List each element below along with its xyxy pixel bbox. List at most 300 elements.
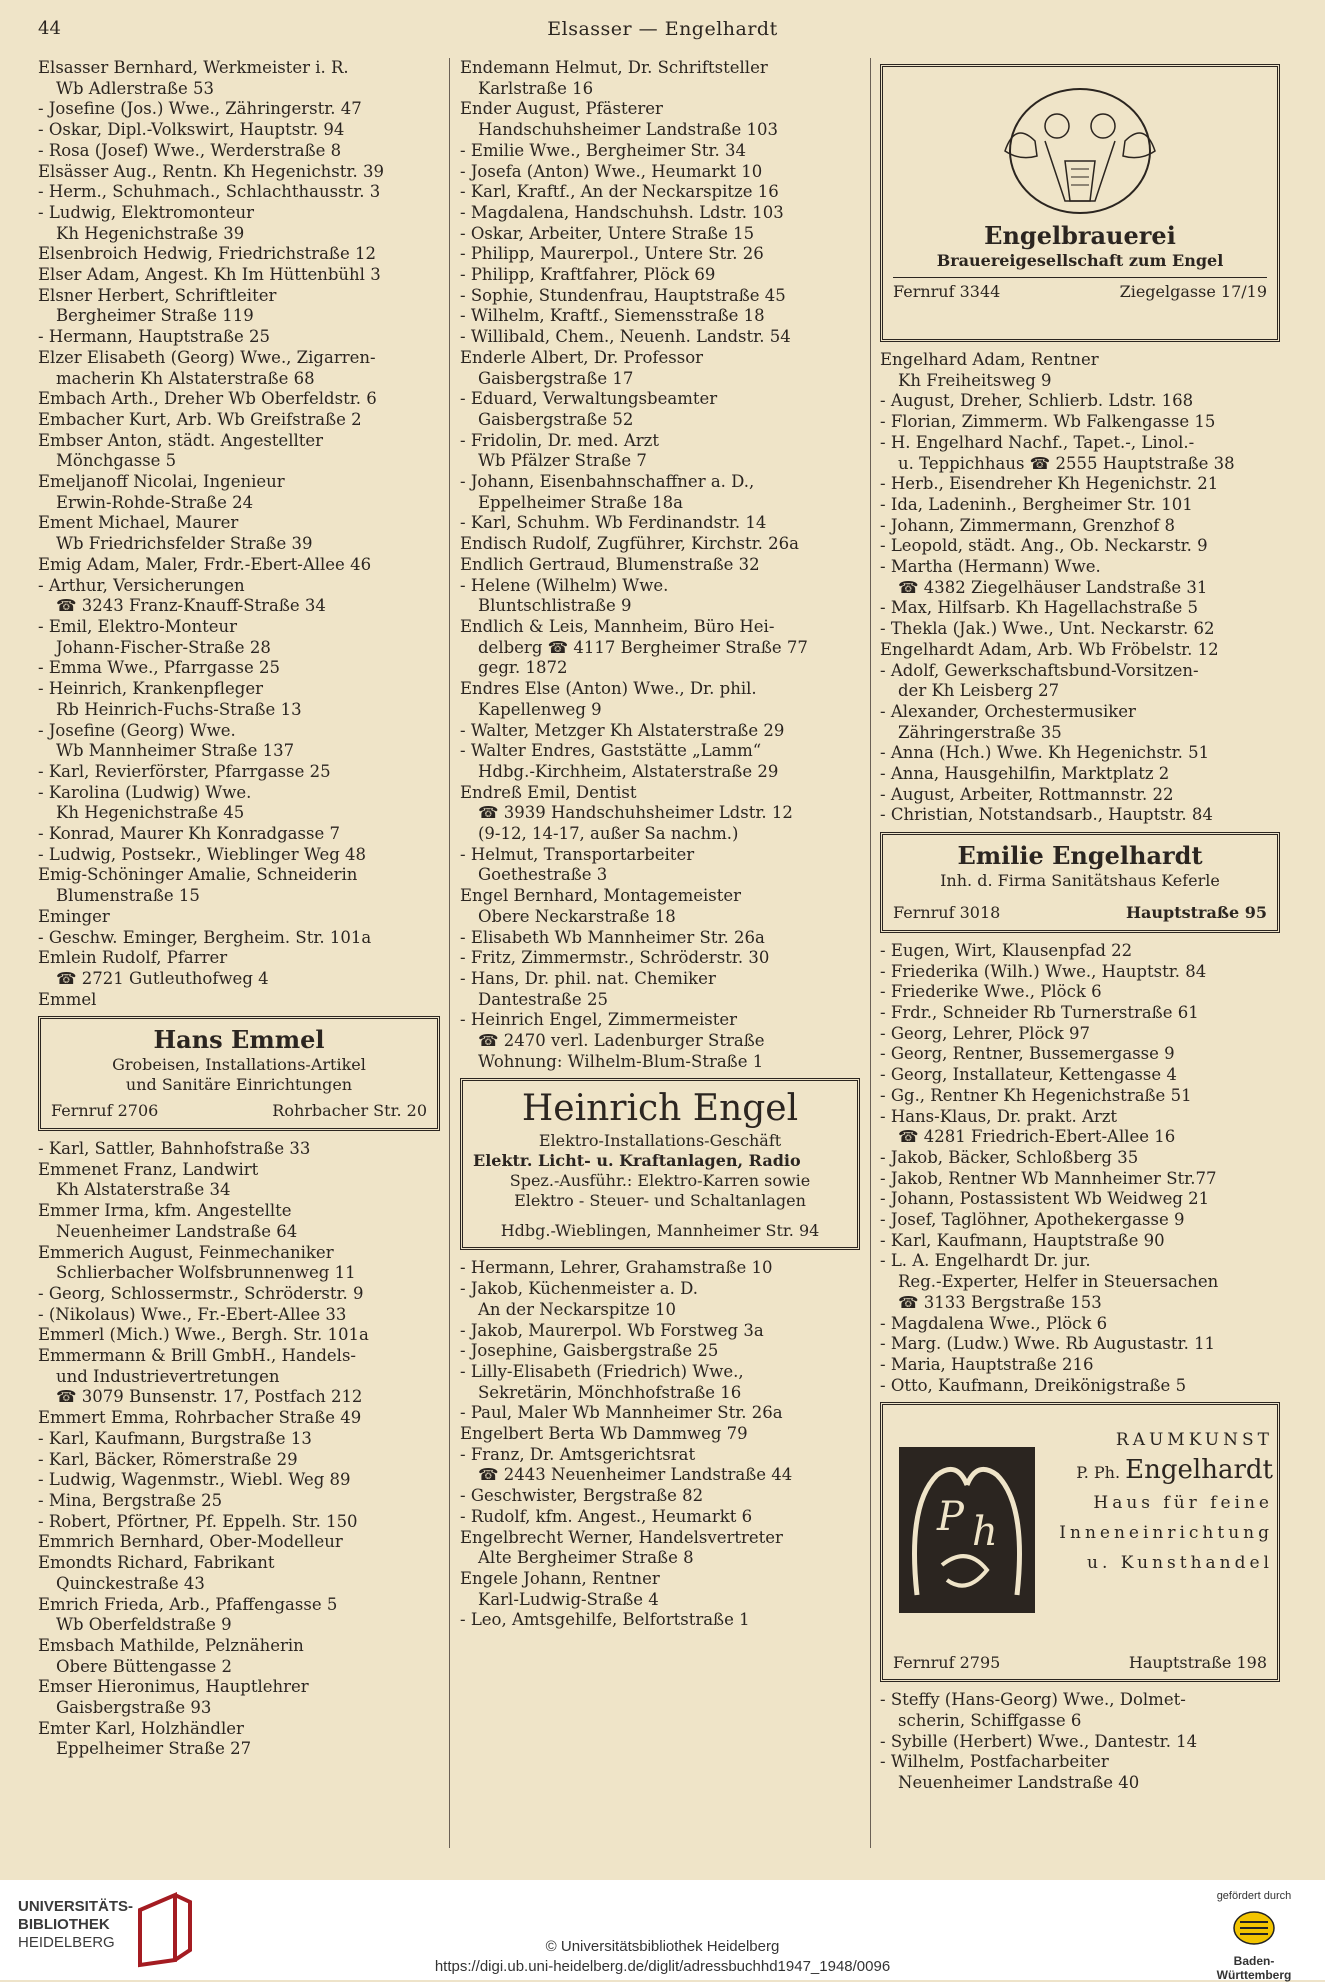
- entry-line: Sekretärin, Mönchhofstraße 16: [478, 1382, 742, 1402]
- entry-line: Bergheimer Straße 119: [56, 306, 254, 326]
- ad-name: Hans Emmel: [153, 1025, 325, 1055]
- directory-entry: [38, 1160, 440, 1201]
- entry-line: Emig-Schöninger Amalie, Schneiderin: [38, 865, 358, 885]
- column-3: [880, 58, 1280, 1794]
- directory-entry: [880, 1044, 1280, 1065]
- directory-entry: [460, 886, 860, 927]
- entry-line: Hdbg.-Kirchheim, Alstaterstraße 29: [478, 761, 779, 781]
- entry-line: - Magdalena Wwe., Plöck 6: [880, 1313, 1108, 1333]
- entry-line: - Magdalena, Handschuhsh. Ldstr. 103: [460, 202, 784, 222]
- entry-line: Kh Hegenichstraße 45: [56, 803, 245, 823]
- ad-line: Grobeisen, Installations-Artikel: [112, 1055, 366, 1075]
- entry-line: Zähringerstraße 35: [898, 722, 1062, 742]
- entry-line: - Lilly-Elisabeth (Friedrich) Wwe.,: [460, 1361, 744, 1381]
- directory-entry: [460, 948, 860, 969]
- entry-line: Wohnung: Wilhelm-Blum-Straße 1: [478, 1051, 764, 1071]
- entry-line: - Josef, Taglöhner, Apothekergasse 9: [880, 1210, 1185, 1230]
- entry-line: Reg.-Experter, Helfer in Steuersachen: [898, 1272, 1219, 1292]
- directory-entry: [460, 141, 860, 162]
- entry-line: ☎ 3133 Bergstraße 153: [898, 1292, 1102, 1312]
- entry-line: - August, Dreher, Schlierb. Ldstr. 168: [880, 391, 1194, 411]
- directory-entry: [38, 141, 440, 162]
- entry-line: Wb Mannheimer Straße 137: [56, 741, 295, 761]
- entry-line: Emmermann & Brill GmbH., Handels-: [38, 1346, 357, 1366]
- ad-line: Brauereigesellschaft zum Engel: [936, 251, 1224, 270]
- entry-line: - Sophie, Stundenfrau, Hauptstraße 45: [460, 285, 786, 305]
- entry-line: - Steffy (Hans-Georg) Wwe., Dolmet-: [880, 1690, 1186, 1710]
- directory-entry: [460, 1403, 860, 1424]
- entry-line: - Karl, Kaufmann, Hauptstraße 90: [880, 1230, 1165, 1250]
- ad-hans-emmel: [38, 1016, 440, 1131]
- footer-bar: [0, 1880, 1325, 1980]
- directory-entry: [880, 1376, 1280, 1397]
- directory-entry: [880, 412, 1280, 433]
- ad-address: Hauptstraße 95: [1125, 903, 1267, 923]
- directory-entry: [460, 741, 860, 782]
- svg-text:h: h: [972, 1509, 998, 1556]
- entry-line: Emondts Richard, Fabrikant: [38, 1553, 275, 1573]
- entry-line: - Josefa (Anton) Wwe., Heumarkt 10: [460, 161, 763, 181]
- directory-entry: [460, 1528, 860, 1569]
- entry-line: Kh Freiheitsweg 9: [898, 370, 1052, 390]
- entry-line: Elzer Elisabeth (Georg) Wwe., Zigarren-: [38, 347, 376, 367]
- entry-line: - Jakob, Maurerpol. Wb Forstweg 3a: [460, 1320, 764, 1340]
- directory-entry: [460, 969, 860, 1010]
- directory-entry: [38, 58, 440, 99]
- directory-entry: [460, 534, 860, 555]
- entry-line: - Wilhelm, Kraftf., Siemensstraße 18: [460, 306, 765, 326]
- directory-entry: [460, 1486, 860, 1507]
- column-2: [460, 58, 860, 1631]
- directory-entry: [38, 762, 440, 783]
- entry-line: - Georg, Rentner, Bussemergasse 9: [880, 1044, 1175, 1064]
- entry-line: Emmer Irma, kfm. Angestellte: [38, 1201, 292, 1221]
- ad-line: Elektro - Steuer- und Schaltanlagen: [514, 1191, 806, 1211]
- directory-entry: [460, 203, 860, 224]
- directory-entry: [38, 555, 440, 576]
- entry-line: - Ida, Ladeninh., Bergheimer Str. 101: [880, 494, 1193, 514]
- funded-label: gefördert durch: [1216, 1890, 1292, 1902]
- entry-line: und Industrievertretungen: [56, 1366, 280, 1386]
- entry-line: Engel Bernhard, Montagemeister: [460, 886, 742, 906]
- directory-entry: [460, 348, 860, 389]
- ad-name: Heinrich Engel: [521, 1088, 799, 1130]
- ad-address: Rohrbacher Str. 20: [272, 1101, 427, 1121]
- entry-line: - Wilhelm, Postfacharbeiter: [880, 1752, 1109, 1772]
- funder: [1199, 1890, 1309, 1982]
- entry-line: - August, Arbeiter, Rottmannstr. 22: [880, 784, 1174, 804]
- entry-line: ☎ 3939 Handschuhsheimer Ldstr. 12: [478, 803, 793, 823]
- directory-entry: [38, 721, 440, 762]
- entry-line: - Ludwig, Wagenmstr., Wiebl. Weg 89: [38, 1470, 351, 1490]
- directory-entry: [880, 1752, 1280, 1793]
- entry-line: Emmrich Bernhard, Ober-Modelleur: [38, 1532, 343, 1552]
- entry-line: Wb Adlerstraße 53: [56, 78, 215, 98]
- directory-entry: [880, 805, 1280, 826]
- entry-line: - Herb., Eisendreher Kh Hegenichstr. 21: [880, 474, 1219, 494]
- entry-line: Engelbrecht Werner, Handelsvertreter: [460, 1527, 783, 1547]
- entry-line: Emter Karl, Holzhändler: [38, 1718, 244, 1738]
- directory-entry: [460, 1341, 860, 1362]
- entry-line: - Franz, Dr. Amtsgerichtsrat: [460, 1444, 696, 1464]
- directory-entry: [460, 513, 860, 534]
- ad-phone: Fernruf 3018: [893, 903, 1001, 923]
- directory-entry: [38, 472, 440, 513]
- entry-line: ☎ 2470 verl. Ladenburger Straße: [478, 1031, 765, 1051]
- entry-line: ☎ 3243 Franz-Knauff-Straße 34: [56, 596, 326, 616]
- directory-entry: [460, 783, 860, 845]
- entry-line: Karl-Ludwig-Straße 4: [478, 1589, 659, 1609]
- directory-entry: [38, 928, 440, 949]
- entry-line: - Elisabeth Wb Mannheimer Str. 26a: [460, 927, 765, 947]
- entry-line: Engelhardt Adam, Arb. Wb Fröbelstr. 12: [880, 639, 1219, 659]
- entry-line: Dantestraße 25: [478, 989, 608, 1009]
- directory-entry: [880, 433, 1280, 474]
- entry-line: - Florian, Zimmerm. Wb Falkengasse 15: [880, 412, 1216, 432]
- directory-entry: [460, 576, 860, 617]
- directory-entry: [880, 1210, 1280, 1231]
- directory-entry: [460, 555, 860, 576]
- entry-line: - Marg. (Ludw.) Wwe. Rb Augustastr. 11: [880, 1334, 1216, 1354]
- ad-name: Engelbrauerei: [984, 221, 1176, 250]
- entry-line: - Hermann, Lehrer, Grahamstraße 10: [460, 1258, 773, 1278]
- directory-entry: [38, 348, 440, 389]
- directory-entry: [38, 1491, 440, 1512]
- directory-entry: [880, 962, 1280, 983]
- entry-line: - Rudolf, kfm. Angest., Heumarkt 6: [460, 1506, 753, 1526]
- entry-line: - Walter Endres, Gaststätte „Lamm“: [460, 741, 762, 761]
- entry-line: - Johann, Eisenbahnschaffner a. D.,: [460, 472, 755, 492]
- entry-line: - Anna, Hausgehilfin, Marktplatz 2: [880, 764, 1170, 784]
- entry-line: Endlich Gertraud, Blumenstraße 32: [460, 554, 760, 574]
- entry-line: - Hans-Klaus, Dr. prakt. Arzt: [880, 1106, 1118, 1126]
- entry-line: delberg ☎ 4117 Bergheimer Straße 77: [478, 637, 808, 657]
- directory-entry: [38, 845, 440, 866]
- entry-line: - Herm., Schuhmach., Schlachthausstr. 3: [38, 182, 381, 202]
- directory-entry: [460, 99, 860, 140]
- directory-entry: [38, 1284, 440, 1305]
- entry-line: Emmerl (Mich.) Wwe., Bergh. Str. 101a: [38, 1325, 369, 1345]
- directory-entry: [460, 1362, 860, 1403]
- directory-entry: [880, 1065, 1280, 1086]
- entry-line: - Geschw. Eminger, Bergheim. Str. 101a: [38, 927, 372, 947]
- entry-line: Karlstraße 16: [478, 78, 594, 98]
- ad-engelbrauerei: [880, 64, 1280, 342]
- directory-entry: [38, 1470, 440, 1491]
- directory-entry: [38, 1305, 440, 1326]
- directory-entry: [460, 1010, 860, 1072]
- entry-line: - Alexander, Orchestermusiker: [880, 701, 1136, 721]
- directory-entry: [460, 1321, 860, 1342]
- directory-entry: [38, 1532, 440, 1553]
- entry-line: Elsenbroich Hedwig, Friedrichstraße 12: [38, 244, 376, 264]
- directory-entry: [38, 410, 440, 431]
- directory-entry: [38, 1636, 440, 1677]
- svg-text:P: P: [937, 1494, 964, 1541]
- entry-line: Endlich & Leis, Mannheim, Büro Hei-: [460, 616, 775, 636]
- entry-line: - Georg, Installateur, Kettengasse 4: [880, 1065, 1177, 1085]
- entry-line: ☎ 3079 Bunsenstr. 17, Postfach 212: [56, 1387, 363, 1407]
- entry-line: - Johann, Postassistent Wb Weidweg 21: [880, 1189, 1210, 1209]
- entry-line: - Robert, Pförtner, Pf. Eppelh. Str. 150: [38, 1511, 358, 1531]
- entry-line: - Oskar, Arbeiter, Untere Straße 15: [460, 223, 755, 243]
- entry-line: - Max, Hilfsarb. Kh Hagellachstraße 5: [880, 598, 1199, 618]
- column-divider: [449, 58, 450, 1848]
- directory-entry: [38, 327, 440, 348]
- entry-line: - Geschwister, Bergstraße 82: [460, 1486, 704, 1506]
- entry-line: - Konrad, Maurer Kh Konradgasse 7: [38, 824, 340, 844]
- directory-entry: [880, 1003, 1280, 1024]
- ad-phone: Fernruf 3344: [893, 282, 1001, 301]
- entry-line: - Ludwig, Postsekr., Wieblinger Weg 48: [38, 844, 367, 864]
- entry-line: Elsasser Bernhard, Werkmeister i. R.: [38, 58, 349, 77]
- entry-line: - Hermann, Hauptstraße 25: [38, 327, 270, 347]
- entry-line: Endreß Emil, Dentist: [460, 782, 637, 802]
- directory-entry: [38, 658, 440, 679]
- directory-entry: [38, 120, 440, 141]
- directory-entry: [880, 764, 1280, 785]
- directory-entry: [38, 1139, 440, 1160]
- directory-entry: [460, 389, 860, 430]
- entry-line: Emlein Rudolf, Pfarrer: [38, 948, 228, 968]
- entry-line: - Gg., Rentner Kh Hegenichstraße 51: [880, 1085, 1192, 1105]
- library-city: HEIDELBERG: [18, 1934, 115, 1951]
- entry-line: - Martha (Hermann) Wwe.: [880, 557, 1101, 577]
- entry-line: Endres Else (Anton) Wwe., Dr. phil.: [460, 679, 757, 699]
- directory-entry: [880, 1189, 1280, 1210]
- directory-entry: [460, 327, 860, 348]
- entry-line: Kh Hegenichstraße 39: [56, 223, 245, 243]
- directory-entry: [460, 679, 860, 720]
- directory-entry: [460, 617, 860, 679]
- directory-entry: [880, 702, 1280, 743]
- entry-line: - Leo, Amtsgehilfe, Belfortstraße 1: [460, 1610, 750, 1630]
- entry-line: u. Teppichhaus ☎ 2555 Hauptstraße 38: [898, 453, 1235, 473]
- directory-entry: [38, 1346, 440, 1408]
- library-name: UNIVERSITÄTS-: [18, 1898, 134, 1915]
- entry-line: - (Nikolaus) Wwe., Fr.-Ebert-Allee 33: [38, 1304, 347, 1324]
- directory-entry: [880, 661, 1280, 702]
- ad-heinrich-engel: [460, 1078, 860, 1250]
- entry-line: scherin, Schiffgasse 6: [898, 1711, 1082, 1731]
- entry-line: - Georg, Lehrer, Plöck 97: [880, 1023, 1090, 1043]
- entry-line: - Philipp, Maurerpol., Untere Str. 26: [460, 244, 764, 264]
- funder-name: Baden-Württemberg: [1216, 1954, 1292, 1982]
- entry-line: - Josefine (Jos.) Wwe., Zähringerstr. 47: [38, 99, 362, 119]
- entry-line: - Josefine (Georg) Wwe.: [38, 720, 236, 740]
- entry-line: - Eduard, Verwaltungsbeamter: [460, 389, 718, 409]
- entry-line: ☎ 2721 Gutleuthofweg 4: [56, 968, 269, 988]
- entry-line: Erwin-Rohde-Straße 24: [56, 492, 254, 512]
- directory-entry: [38, 948, 440, 989]
- directory-entry: [460, 928, 860, 949]
- ad-line: RAUMKUNST: [1115, 1430, 1273, 1451]
- ad-line: Inh. d. Firma Sanitätshaus Keferle: [940, 871, 1220, 891]
- directory-entry: [38, 824, 440, 845]
- directory-entry: [460, 265, 860, 286]
- directory-entry: [880, 391, 1280, 412]
- entry-line: Rb Heinrich-Fuchs-Straße 13: [56, 699, 302, 719]
- entry-line: - Josephine, Gaisbergstraße 25: [460, 1341, 719, 1361]
- entry-line: ☎ 4382 Ziegelhäuser Landstraße 31: [898, 577, 1208, 597]
- entry-line: - Friederika (Wilh.) Wwe., Hauptstr. 84: [880, 961, 1207, 981]
- directory-entry: [460, 182, 860, 203]
- ad-address: Hauptstraße 198: [1128, 1652, 1267, 1672]
- entry-line: Eppelheimer Straße 27: [56, 1739, 252, 1759]
- ad-name: Emilie Engelhardt: [957, 841, 1203, 871]
- directory-entry: [880, 1314, 1280, 1335]
- ad-emilie-engelhardt: [880, 832, 1280, 933]
- entry-line: Emmerich August, Feinmechaniker: [38, 1242, 334, 1262]
- entry-line: - Karl, Kraftf., An der Neckarspitze 16: [460, 182, 779, 202]
- directory-entry: [460, 244, 860, 265]
- entry-line: - Karl, Sattler, Bahnhofstraße 33: [38, 1139, 311, 1159]
- ad-line: u. Kunsthandel: [1087, 1553, 1273, 1574]
- directory-entry: [460, 1507, 860, 1528]
- ad-phone: Fernruf 2706: [51, 1101, 159, 1121]
- entry-line: ☎ 2443 Neuenheimer Landstraße 44: [478, 1465, 793, 1485]
- entry-line: - Emma Wwe., Pfarrgasse 25: [38, 658, 280, 678]
- entry-line: - Rosa (Josef) Wwe., Werderstraße 8: [38, 140, 342, 160]
- directory-entry: [38, 1325, 440, 1346]
- entry-line: der Kh Leisberg 27: [898, 681, 1060, 701]
- entry-line: - Emilie Wwe., Bergheimer Str. 34: [460, 140, 746, 160]
- directory-entry: [38, 513, 440, 554]
- directory-entry: [38, 265, 440, 286]
- entry-line: Eppelheimer Straße 18a: [478, 492, 683, 512]
- directory-entry: [880, 598, 1280, 619]
- directory-entry: [880, 495, 1280, 516]
- entry-line: Elser Adam, Angest. Kh Im Hüttenbühl 3: [38, 265, 381, 285]
- entry-line: Wb Oberfeldstraße 9: [56, 1615, 232, 1635]
- running-title: Elsasser — Engelhardt: [547, 18, 778, 40]
- entry-line: - Jakob, Küchenmeister a. D.: [460, 1279, 699, 1299]
- directory-entry: [880, 982, 1280, 1003]
- directory-entry: [880, 1231, 1280, 1252]
- angels-emblem-icon: [975, 81, 1185, 221]
- entry-line: Engelhard Adam, Rentner: [880, 350, 1099, 369]
- library-name: BIBLIOTHEK: [18, 1916, 110, 1933]
- entry-line: Gaisbergstraße 93: [56, 1698, 212, 1718]
- directory-entry: [38, 203, 440, 244]
- directory-entry: [38, 1677, 440, 1718]
- entry-line: Wb Friedrichsfelder Straße 39: [56, 534, 313, 554]
- entry-line: - Heinrich, Krankenpfleger: [38, 679, 264, 699]
- entry-line: Elsässer Aug., Rentn. Kh Hegenichstr. 39: [38, 161, 384, 181]
- directory-entry: [880, 1334, 1280, 1355]
- ad-line: Inneneinrichtung: [1059, 1523, 1273, 1544]
- directory-entry: [38, 99, 440, 120]
- directory-entry: [38, 389, 440, 410]
- directory-entry: [460, 1258, 860, 1279]
- directory-entry: [38, 1512, 440, 1533]
- entry-line: Embach Arth., Dreher Wb Oberfeldstr. 6: [38, 389, 377, 409]
- permalink[interactable]: https://digi.ub.uni-heidelberg.de/diglit/adressbuchhd1947_1948/0096: [434, 1958, 891, 1975]
- ad-address: Ziegelgasse 17/19: [1119, 282, 1267, 301]
- entry-line: Mönchgasse 5: [56, 451, 177, 471]
- copyright: © Universitätsbibliothek Heidelberg: [545, 1938, 780, 1955]
- ad-line: P. Ph.: [1076, 1463, 1121, 1483]
- entry-line: - H. Engelhard Nachf., Tapet.-, Linol.-: [880, 432, 1195, 452]
- entry-line: - Jakob, Bäcker, Schloßberg 35: [880, 1147, 1139, 1167]
- directory-entry: [880, 1251, 1280, 1313]
- entry-line: Embser Anton, städt. Angestellter: [38, 430, 324, 450]
- directory-entry: [38, 1719, 440, 1760]
- entry-line: - Johann, Zimmermann, Grenzhof 8: [880, 515, 1176, 535]
- entry-line: - Karl, Revierförster, Pfarrgasse 25: [38, 761, 331, 781]
- directory-entry: [880, 743, 1280, 764]
- entry-line: Schlierbacher Wolfsbrunnenweg 11: [56, 1263, 356, 1283]
- column-1: [38, 58, 440, 1760]
- entry-line: Handschuhsheimer Landstraße 103: [478, 120, 779, 140]
- entry-line: Emmert Emma, Rohrbacher Straße 49: [38, 1408, 362, 1428]
- entry-line: - Leopold, städt. Ang., Ob. Neckarstr. 9: [880, 536, 1208, 556]
- entry-line: - Georg, Schlossermstr., Schröderstr. 9: [38, 1283, 364, 1303]
- monogram-logo-icon: [897, 1445, 1037, 1615]
- entry-line: - Heinrich Engel, Zimmermeister: [460, 1010, 738, 1030]
- directory-entry: [38, 1553, 440, 1594]
- directory-entry: [880, 785, 1280, 806]
- entry-line: - Hans, Dr. phil. nat. Chemiker: [460, 968, 716, 988]
- ad-address: Hdbg.-Wieblingen, Mannheimer Str. 94: [500, 1221, 820, 1241]
- entry-line: Goethestraße 3: [478, 865, 608, 885]
- directory-entry: [38, 576, 440, 617]
- entry-line: Engelbert Berta Wb Dammweg 79: [460, 1424, 748, 1444]
- directory-entry: [880, 1690, 1280, 1731]
- directory-entry: [880, 1148, 1280, 1169]
- entry-line: - Adolf, Gewerkschaftsbund-Vorsitzen-: [880, 660, 1199, 680]
- entry-line: - Paul, Maler Wb Mannheimer Str. 26a: [460, 1403, 783, 1423]
- ad-name: Engelhardt: [1125, 1455, 1273, 1486]
- entry-line: Elsner Herbert, Schriftleiter: [38, 285, 277, 305]
- directory-entry: [38, 990, 440, 1011]
- directory-entry: [38, 431, 440, 472]
- directory-entry: [460, 431, 860, 472]
- entry-line: Emser Hieronimus, Hauptlehrer: [38, 1677, 309, 1697]
- directory-entry: [38, 865, 440, 906]
- entry-line: Emmel: [38, 989, 97, 1009]
- directory-entry: [460, 1569, 860, 1610]
- entry-line: Endemann Helmut, Dr. Schriftsteller: [460, 58, 768, 77]
- directory-entry: [460, 472, 860, 513]
- entry-line: - Jakob, Rentner Wb Mannheimer Str.77: [880, 1168, 1217, 1188]
- entry-line: Kapellenweg 9: [478, 699, 602, 719]
- directory-entry: [460, 1424, 860, 1445]
- entry-line: gegr. 1872: [478, 658, 568, 678]
- directory-entry: [38, 783, 440, 824]
- entry-line: Emmenet Franz, Landwirt: [38, 1159, 259, 1179]
- directory-entry: [460, 1445, 860, 1486]
- directory-entry: [38, 1429, 440, 1450]
- entry-line: - Thekla (Jak.) Wwe., Unt. Neckarstr. 62: [880, 619, 1215, 639]
- state-crest-icon: [1232, 1906, 1276, 1950]
- entry-line: Ender August, Pfästerer: [460, 99, 663, 119]
- directory-entry: [38, 286, 440, 327]
- entry-line: - Philipp, Kraftfahrer, Plöck 69: [460, 265, 716, 285]
- entry-line: - Walter, Metzger Kh Alstaterstraße 29: [460, 720, 785, 740]
- entry-line: Johann-Fischer-Straße 28: [56, 637, 271, 657]
- directory-entry: [880, 1355, 1280, 1376]
- entry-line: Endisch Rudolf, Zugführer, Kirchstr. 26a: [460, 534, 800, 554]
- directory-entry: [880, 941, 1280, 962]
- directory-entry: [880, 1732, 1280, 1753]
- ad-line: Haus für feine: [1093, 1493, 1273, 1514]
- directory-entry: [880, 1169, 1280, 1190]
- entry-line: - Emil, Elektro-Monteur: [38, 616, 238, 636]
- directory-entry: [38, 1450, 440, 1471]
- entry-line: - Sybille (Herbert) Wwe., Dantestr. 14: [880, 1731, 1198, 1751]
- entry-line: - L. A. Engelhardt Dr. jur.: [880, 1251, 1091, 1271]
